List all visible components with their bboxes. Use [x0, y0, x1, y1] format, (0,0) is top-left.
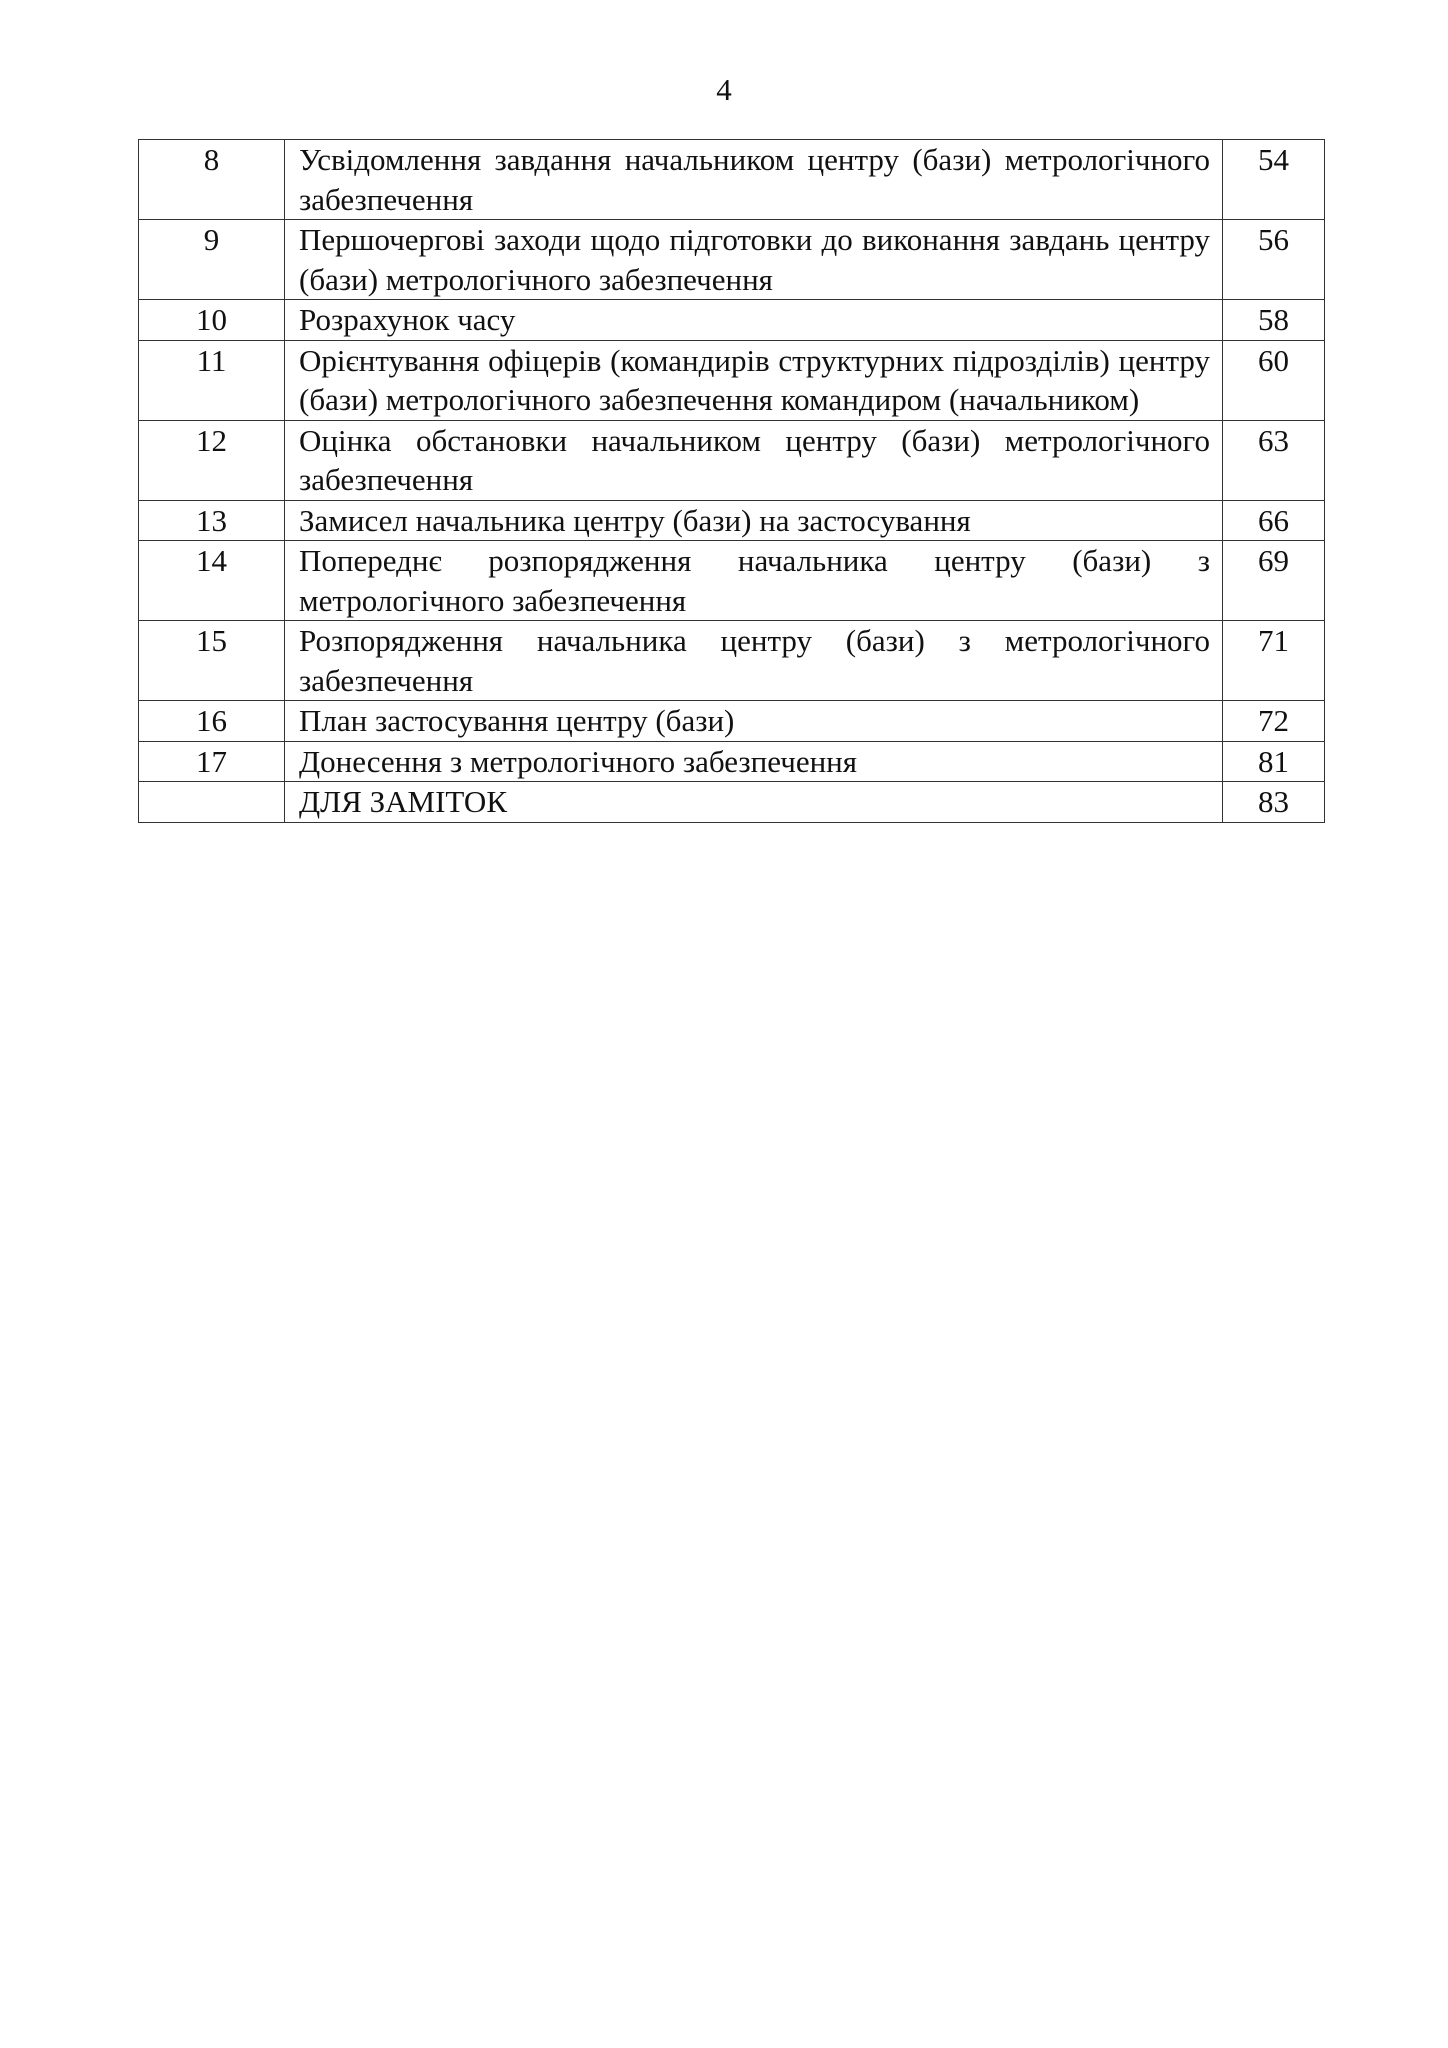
section-page: 69	[1223, 541, 1325, 621]
section-title: Орієнтування офіцерів (командирів структурних підрозділів) центру (бази) метрологічного забезпечення командиром (начальником)	[285, 340, 1223, 420]
section-title: Першочергові заходи щодо підготовки до виконання завдань центру (бази) метрологічного забезпечення	[285, 220, 1223, 300]
section-page: 63	[1223, 420, 1325, 500]
table-row	[139, 140, 1325, 220]
section-page: 71	[1223, 621, 1325, 701]
section-number: 10	[139, 300, 285, 341]
table-of-contents	[138, 139, 1325, 823]
section-page: 58	[1223, 300, 1325, 341]
section-number	[139, 782, 285, 823]
section-number: 17	[139, 741, 285, 782]
table-row	[139, 500, 1325, 541]
section-page: 72	[1223, 701, 1325, 742]
table-row	[139, 300, 1325, 341]
section-number: 9	[139, 220, 285, 300]
section-page: 83	[1223, 782, 1325, 823]
section-title: Усвідомлення завдання начальником центру (бази) метрологічного забезпечення	[285, 140, 1223, 220]
section-number: 12	[139, 420, 285, 500]
table-row	[139, 701, 1325, 742]
section-title: Замисел начальника центру (бази) на застосування	[285, 500, 1223, 541]
page-number: 4	[716, 72, 732, 107]
table-row	[139, 621, 1325, 701]
table-row	[139, 541, 1325, 621]
section-number: 13	[139, 500, 285, 541]
table-row	[139, 220, 1325, 300]
section-title: Донесення з метрологічного забезпечення	[285, 741, 1223, 782]
section-number: 16	[139, 701, 285, 742]
section-title: Оцінка обстановки начальником центру (бази) метрологічного забезпечення	[285, 420, 1223, 500]
section-page: 81	[1223, 741, 1325, 782]
table-row	[139, 741, 1325, 782]
section-title: Розпорядження начальника центру (бази) з метрологічного забезпечення	[285, 621, 1223, 701]
section-number: 14	[139, 541, 285, 621]
table-row	[139, 420, 1325, 500]
section-number: 11	[139, 340, 285, 420]
section-title: ДЛЯ ЗАМІТОК	[285, 782, 1223, 823]
section-page: 54	[1223, 140, 1325, 220]
section-number: 8	[139, 140, 285, 220]
section-title: План застосування центру (бази)	[285, 701, 1223, 742]
table-row	[139, 340, 1325, 420]
section-title: Попереднє розпорядження начальника центру (бази) з метрологічного забезпечення	[285, 541, 1223, 621]
section-number: 15	[139, 621, 285, 701]
section-page: 56	[1223, 220, 1325, 300]
section-page: 66	[1223, 500, 1325, 541]
section-title: Розрахунок часу	[285, 300, 1223, 341]
section-page: 60	[1223, 340, 1325, 420]
table-row	[139, 782, 1325, 823]
